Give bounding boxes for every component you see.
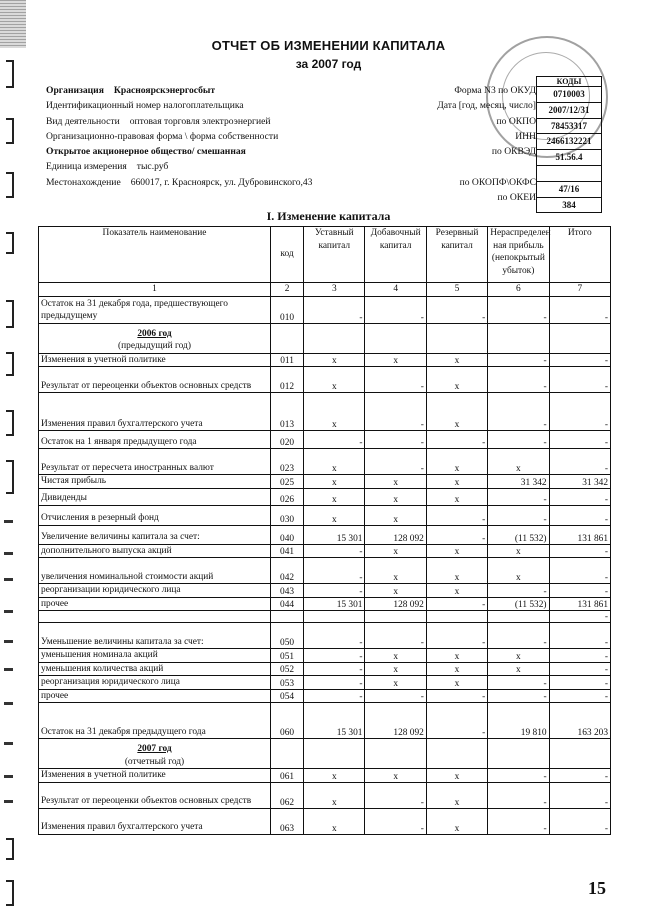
value-cell: х — [304, 505, 365, 525]
empty-cell — [488, 739, 549, 769]
value-cell: - — [549, 544, 610, 558]
row-name: уменьшения номинала акций — [39, 649, 271, 663]
value-cell: - — [488, 623, 549, 649]
value-cell: х — [426, 808, 487, 834]
row-name: увеличения номинальной стоимости акций — [39, 558, 271, 584]
col-header-reserve: Резервный капитал — [426, 227, 487, 283]
col-header-total: Итого — [549, 227, 610, 283]
value-cell: х — [426, 544, 487, 558]
value-cell: х — [426, 475, 487, 489]
value-cell: - — [549, 649, 610, 663]
codes-box — [536, 76, 602, 213]
code-value: 51.56.4 — [537, 150, 601, 166]
empty-cell — [304, 323, 365, 353]
value-cell: - — [426, 623, 487, 649]
value-cell: х — [426, 782, 487, 808]
code-label: по ОКЕИ — [497, 192, 536, 204]
binding-mark — [4, 610, 13, 613]
value-cell: 128 092 — [365, 597, 426, 611]
row-name: Увеличение величины капитала за счет: — [39, 525, 271, 544]
value-cell: - — [549, 353, 610, 367]
value-cell: - — [304, 544, 365, 558]
col-number: 3 — [304, 283, 365, 297]
value-cell: х — [304, 475, 365, 489]
empty-cell — [488, 323, 549, 353]
value-cell: х — [426, 367, 487, 393]
binding-bracket — [6, 838, 14, 860]
value-cell: - — [488, 393, 549, 431]
info-row — [46, 98, 312, 113]
year-label: 2006 год — [137, 328, 172, 339]
code-value: 2007/12/31 — [537, 103, 601, 119]
value-cell: 31 342 — [488, 475, 549, 489]
value-cell: - — [304, 431, 365, 449]
year-label: 2007 год — [137, 744, 172, 754]
value-cell: х — [365, 488, 426, 505]
value-cell: 15 301 — [304, 597, 365, 611]
value-cell: - — [549, 782, 610, 808]
info-row — [46, 144, 312, 159]
section-title: I. Изменение капитала — [266, 209, 391, 223]
value-cell — [488, 611, 549, 623]
col-number: 5 — [426, 283, 487, 297]
code-label: по ОКВЭД — [491, 146, 536, 158]
value-cell: х — [426, 393, 487, 431]
value-cell: - — [304, 662, 365, 676]
value-cell: х — [304, 782, 365, 808]
value-cell: х — [365, 662, 426, 676]
row-code: 061 — [270, 769, 303, 783]
value-cell: - — [488, 808, 549, 834]
column-number-row — [39, 283, 611, 297]
code-value: 2466132221 — [537, 134, 601, 150]
table-row — [39, 676, 611, 690]
info-label: Открытое акционерное общество/ смешанная — [46, 146, 246, 158]
value-cell: - — [549, 558, 610, 584]
value-cell: х — [365, 544, 426, 558]
row-name: Результат от пересчета иностранных валют — [39, 449, 271, 475]
table-row — [39, 689, 611, 703]
header-row — [39, 227, 611, 283]
info-label: Единица измерения — [46, 161, 127, 173]
value-cell: - — [426, 689, 487, 703]
year-group-cell — [39, 739, 271, 769]
empty-cell — [270, 739, 303, 769]
code-label: Форма N3 по ОКУД — [454, 85, 536, 96]
binding-mark — [4, 668, 13, 671]
row-code: 023 — [270, 449, 303, 475]
row-name: уменьшения количества акций — [39, 662, 271, 676]
row-name: дополнительного выпуска акций — [39, 544, 271, 558]
row-code: 030 — [270, 505, 303, 525]
value-cell: 128 092 — [365, 703, 426, 739]
info-value: 660017, г. Красноярск, ул. Дубровинского,43 — [130, 176, 313, 188]
value-cell: х — [488, 649, 549, 663]
table-row — [39, 649, 611, 663]
value-cell: - — [488, 782, 549, 808]
code-label: по ОКОПФ\ОКФС — [459, 176, 536, 188]
row-code: 012 — [270, 367, 303, 393]
value-cell: х — [304, 367, 365, 393]
year-group-row — [39, 323, 611, 353]
binding-mark — [4, 702, 13, 705]
value-cell: х — [304, 449, 365, 475]
row-name: Изменения правил бухгалтерского учета — [39, 808, 271, 834]
table-row — [39, 703, 611, 739]
value-cell: х — [304, 393, 365, 431]
value-cell: - — [365, 449, 426, 475]
row-code: 025 — [270, 475, 303, 489]
value-cell: - — [426, 525, 487, 544]
value-cell: - — [304, 296, 365, 323]
table-row — [39, 449, 611, 475]
value-cell: - — [549, 367, 610, 393]
table-row — [39, 623, 611, 649]
table-row — [39, 544, 611, 558]
info-row — [46, 114, 312, 129]
row-name: Изменения правил бухгалтерского учета — [39, 393, 271, 431]
value-cell: х — [365, 769, 426, 783]
binding-bracket — [6, 460, 14, 494]
value-cell: - — [549, 449, 610, 475]
value-cell: - — [304, 676, 365, 690]
value-cell: х — [488, 544, 549, 558]
table-row — [39, 296, 611, 323]
binding-bracket — [6, 232, 14, 254]
value-cell: 128 092 — [365, 525, 426, 544]
value-cell: - — [549, 769, 610, 783]
binding-mark — [4, 520, 13, 523]
binding-bracket — [6, 410, 14, 436]
value-cell: - — [488, 431, 549, 449]
value-cell: х — [426, 488, 487, 505]
row-code: 060 — [270, 703, 303, 739]
table-row — [39, 525, 611, 544]
binding-bracket — [6, 352, 14, 376]
value-cell: - — [365, 808, 426, 834]
value-cell: х — [304, 808, 365, 834]
row-code: 044 — [270, 597, 303, 611]
table-row — [39, 367, 611, 393]
value-cell: - — [549, 393, 610, 431]
report-period: за 2007 год — [295, 57, 362, 71]
value-cell: - — [365, 393, 426, 431]
value-cell: - — [365, 367, 426, 393]
value-cell: х — [365, 558, 426, 584]
row-name: Дивиденды — [39, 488, 271, 505]
code-value — [537, 166, 601, 182]
value-cell: - — [488, 676, 549, 690]
col-header-charter: Уставный капитал — [304, 227, 365, 283]
value-cell: (11 532) — [488, 525, 549, 544]
code-label: по ОКПО — [496, 115, 536, 127]
table-row — [39, 597, 611, 611]
col-number: 7 — [549, 283, 610, 297]
row-name: Отчисления в резерный фонд — [39, 505, 271, 525]
value-cell: х — [365, 353, 426, 367]
row-code: 054 — [270, 689, 303, 703]
empty-cell — [549, 323, 610, 353]
value-cell: - — [488, 367, 549, 393]
binding-bracket — [6, 880, 14, 906]
table-row — [39, 782, 611, 808]
value-cell: - — [426, 505, 487, 525]
binding-mark — [4, 775, 13, 778]
binding-bracket — [6, 118, 14, 144]
value-cell: х — [304, 769, 365, 783]
col-header-code: код — [270, 227, 303, 283]
row-name: реорганизации юридического лица — [39, 584, 271, 598]
empty-cell — [365, 739, 426, 769]
row-code: 020 — [270, 431, 303, 449]
value-cell: х — [426, 558, 487, 584]
value-cell: - — [488, 296, 549, 323]
codes-header: КОДЫ — [537, 77, 601, 87]
info-row — [46, 83, 312, 98]
table-row — [39, 769, 611, 783]
code-label: Дата [год, месяц, число] — [437, 100, 536, 112]
value-cell: - — [549, 296, 610, 323]
binding-mark — [4, 552, 13, 555]
report-title: ОТЧЕТ ОБ ИЗМЕНЕНИИ КАПИТАЛА — [211, 38, 446, 53]
table-row — [39, 353, 611, 367]
info-value: Красноярскэнергосбыт — [113, 85, 216, 96]
col-header-name: Показатель наименование — [39, 227, 271, 283]
col-number: 4 — [365, 283, 426, 297]
code-labels — [400, 83, 536, 205]
value-cell: - — [304, 623, 365, 649]
row-code — [270, 611, 303, 623]
binding-bracket — [6, 300, 14, 328]
value-cell: х — [426, 649, 487, 663]
value-cell: х — [365, 676, 426, 690]
row-code: 053 — [270, 676, 303, 690]
value-cell: - — [365, 689, 426, 703]
value-cell: - — [365, 782, 426, 808]
empty-cell — [426, 323, 487, 353]
row-code: 051 — [270, 649, 303, 663]
table-row — [39, 431, 611, 449]
col-number: 6 — [488, 283, 549, 297]
value-cell: (11 532) — [488, 597, 549, 611]
value-cell: - — [426, 597, 487, 611]
row-name: прочее — [39, 689, 271, 703]
table-row — [39, 558, 611, 584]
value-cell: х — [426, 584, 487, 598]
info-value: оптовая торговля электроэнергией — [129, 115, 271, 127]
value-cell — [365, 611, 426, 623]
value-cell: - — [549, 431, 610, 449]
value-cell: - — [365, 431, 426, 449]
info-row — [46, 129, 312, 144]
code-value: 384 — [562, 199, 576, 210]
value-cell: - — [549, 676, 610, 690]
row-name: Уменьшение величины капитала за счет: — [39, 623, 271, 649]
value-cell: 131 861 — [549, 597, 610, 611]
year-sublabel: (предыдущий год) — [118, 341, 191, 351]
info-value: тыс.руб — [136, 161, 169, 173]
value-cell: - — [488, 689, 549, 703]
code-value: 0710003 — [537, 87, 601, 103]
col-header-retained: Нераспределен ная прибыль (непокрытый убыток) — [488, 227, 549, 283]
value-cell: - — [549, 488, 610, 505]
table-row — [39, 475, 611, 489]
value-cell: - — [304, 689, 365, 703]
table-row — [39, 611, 611, 623]
year-group-row — [39, 739, 611, 769]
binding-marks — [0, 0, 36, 924]
value-cell: 31 342 — [549, 475, 610, 489]
value-cell: - — [549, 611, 610, 623]
empty-cell — [426, 739, 487, 769]
value-cell — [304, 611, 365, 623]
binding-bracket — [6, 172, 14, 198]
row-name: Результат от переоценки объектов основных средств — [39, 367, 271, 393]
info-row — [46, 175, 312, 190]
value-cell: - — [365, 296, 426, 323]
value-cell: х — [365, 505, 426, 525]
row-code: 062 — [270, 782, 303, 808]
value-cell: - — [488, 353, 549, 367]
value-cell: - — [426, 703, 487, 739]
row-name: Остаток на 31 декабря года, предшествующего предыдущему — [39, 296, 271, 323]
value-cell — [426, 611, 487, 623]
info-label: Идентификационный номер налогоплательщика — [46, 100, 244, 112]
empty-cell — [365, 323, 426, 353]
value-cell: 163 203 — [549, 703, 610, 739]
value-cell: 15 301 — [304, 525, 365, 544]
row-name: Чистая прибыль — [39, 475, 271, 489]
value-cell: х — [488, 449, 549, 475]
info-label: Организация — [46, 85, 104, 96]
row-code: 042 — [270, 558, 303, 584]
row-code: 011 — [270, 353, 303, 367]
row-code: 050 — [270, 623, 303, 649]
binding-mark — [4, 800, 13, 803]
row-code: 013 — [270, 393, 303, 431]
value-cell: - — [426, 296, 487, 323]
binding-mark — [4, 742, 13, 745]
empty-cell — [270, 323, 303, 353]
col-number: 2 — [270, 283, 303, 297]
capital-table — [38, 226, 611, 835]
value-cell: х — [426, 769, 487, 783]
binding-mark — [4, 640, 13, 643]
organization-info — [46, 83, 312, 190]
info-label: Организационно-правовая форма \ форма собственности — [46, 130, 279, 142]
value-cell: х — [304, 488, 365, 505]
code-label: ИНН — [515, 130, 536, 142]
table-row — [39, 662, 611, 676]
value-cell: - — [488, 488, 549, 505]
value-cell: 19 810 — [488, 703, 549, 739]
page-number: 15 — [588, 878, 606, 898]
value-cell: х — [488, 558, 549, 584]
value-cell: х — [488, 662, 549, 676]
row-code: 063 — [270, 808, 303, 834]
value-cell: 15 301 — [304, 703, 365, 739]
value-cell: - — [549, 662, 610, 676]
value-cell: 131 861 — [549, 525, 610, 544]
info-row — [46, 159, 312, 174]
value-cell: - — [365, 623, 426, 649]
code-value: 78453317 — [537, 119, 601, 135]
row-name: реорганизация юридического лица — [39, 676, 271, 690]
value-cell: х — [426, 662, 487, 676]
code-value: 47/16 — [537, 182, 601, 198]
year-sublabel: (отчетный год) — [124, 756, 185, 767]
table-row — [39, 393, 611, 431]
row-name: Остаток на 1 января предыдущего года — [39, 431, 271, 449]
col-header-additional: Добавочный капитал — [365, 227, 426, 283]
value-cell: х — [365, 475, 426, 489]
table-row — [39, 505, 611, 525]
value-cell: - — [304, 584, 365, 598]
value-cell: - — [304, 649, 365, 663]
value-cell: х — [365, 584, 426, 598]
year-group-cell — [39, 323, 271, 353]
empty-cell — [549, 739, 610, 769]
value-cell: х — [426, 676, 487, 690]
value-cell: - — [304, 558, 365, 584]
value-cell: х — [426, 449, 487, 475]
code-label — [400, 159, 536, 174]
info-label: Местонахождение — [46, 176, 121, 188]
value-cell: х — [426, 353, 487, 367]
empty-cell — [304, 739, 365, 769]
table-row — [39, 488, 611, 505]
row-name: Результат от переоценки объектов основных средств — [39, 782, 271, 808]
value-cell: - — [549, 808, 610, 834]
value-cell: х — [304, 353, 365, 367]
value-cell: х — [365, 649, 426, 663]
table-row — [39, 584, 611, 598]
row-code: 010 — [270, 296, 303, 323]
value-cell: - — [549, 623, 610, 649]
value-cell: - — [488, 769, 549, 783]
row-name: Изменения в учетной политике — [39, 353, 271, 367]
row-code: 041 — [270, 544, 303, 558]
binding-mark — [4, 578, 13, 581]
info-label: Вид деятельности — [46, 115, 120, 127]
row-name: прочее — [39, 597, 271, 611]
row-code: 043 — [270, 584, 303, 598]
value-cell: - — [549, 584, 610, 598]
value-cell: - — [488, 505, 549, 525]
table-row — [39, 808, 611, 834]
value-cell: - — [426, 431, 487, 449]
value-cell: - — [488, 584, 549, 598]
row-name — [39, 611, 271, 623]
row-code: 040 — [270, 525, 303, 544]
row-code: 026 — [270, 488, 303, 505]
value-cell: - — [549, 505, 610, 525]
row-code: 052 — [270, 662, 303, 676]
row-name: Изменения в учетной политике — [39, 769, 271, 783]
row-name: Остаток на 31 декабря предыдущего года — [39, 703, 271, 739]
col-number: 1 — [39, 283, 271, 297]
value-cell: - — [549, 689, 610, 703]
